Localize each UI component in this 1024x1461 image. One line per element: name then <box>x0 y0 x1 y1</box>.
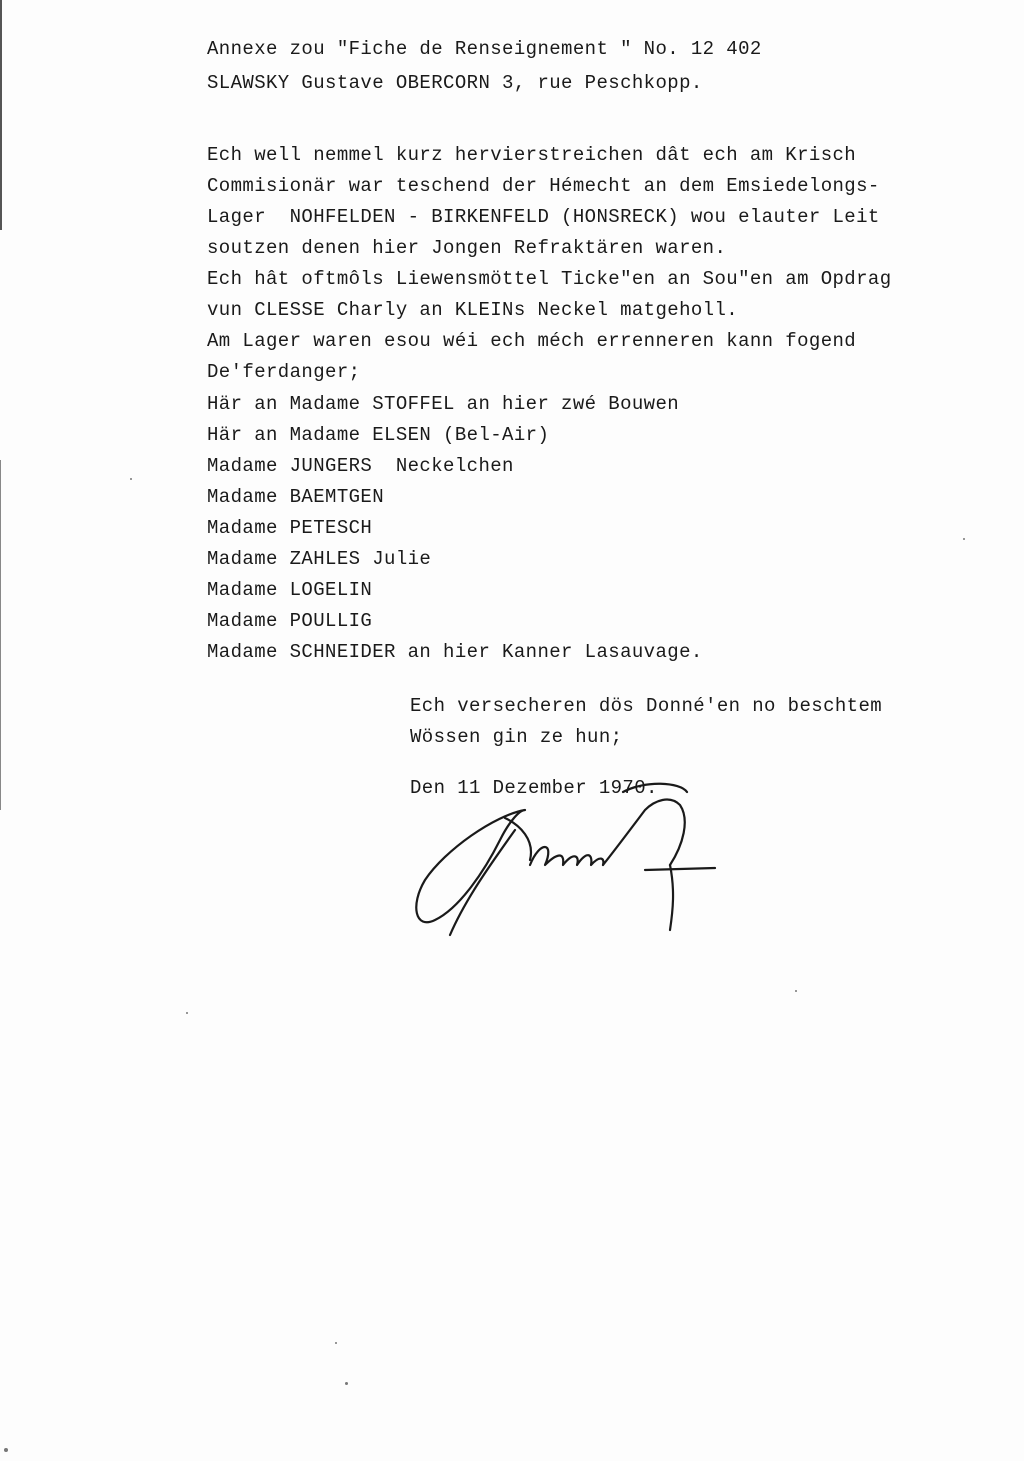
scan-speck <box>130 478 132 480</box>
scan-speck <box>186 1012 188 1014</box>
header-address-line: SLAWSKY Gustave OBERCORN 3, rue Peschkopp. <box>207 72 703 94</box>
list-item: Här an Madame STOFFEL an hier zwé Bouwen <box>207 393 680 415</box>
scan-edge <box>0 0 2 230</box>
scan-speck <box>345 1382 348 1385</box>
list-item: Madame PETESCH <box>207 517 373 539</box>
body-line: Am Lager waren esou wéi ech méch errenneren kann fogend <box>207 330 857 352</box>
body-line: De'ferdanger; <box>207 361 361 383</box>
body-line: soutzen denen hier Jongen Refraktären waren. <box>207 237 727 259</box>
body-line: Ech well nemmel kurz hervierstreichen dât ech am Krisch <box>207 144 857 166</box>
scan-speck <box>335 1342 337 1344</box>
closing-line: Ech versecheren dös Donné'en no beschtem <box>410 695 883 717</box>
date-line: Den 11 Dezember 1970. <box>410 777 658 799</box>
list-item: Madame ZAHLES Julie <box>207 548 432 570</box>
list-item: Madame SCHNEIDER an hier Kanner Lasauvage. <box>207 641 703 663</box>
scan-speck <box>963 538 965 540</box>
list-item: Här an Madame ELSEN (Bel-Air) <box>207 424 550 446</box>
scan-edge <box>0 460 1 810</box>
closing-line: Wössen gin ze hun; <box>410 726 623 748</box>
list-item: Madame LOGELIN <box>207 579 373 601</box>
body-line: Commisionär war teschend der Hémecht an dem Emsiedelongs- <box>207 175 880 197</box>
scan-speck <box>4 1448 8 1452</box>
body-line: Lager NOHFELDEN - BIRKENFELD (HONSRECK) wou elauter Leit <box>207 206 880 228</box>
body-line: vun CLESSE Charly an KLEINs Neckel matgeholl. <box>207 299 739 321</box>
list-item: Madame BAEMTGEN <box>207 486 385 508</box>
list-item: Madame JUNGERS Neckelchen <box>207 455 514 477</box>
signature-icon <box>405 770 725 950</box>
body-line: Ech hât oftmôls Liewensmöttel Ticke"en an Sou"en am Opdrag <box>207 268 892 290</box>
scan-speck <box>795 990 797 992</box>
header-annex-line: Annexe zou "Fiche de Renseignement " No. 12 402 <box>207 38 762 60</box>
list-item: Madame POULLIG <box>207 610 373 632</box>
